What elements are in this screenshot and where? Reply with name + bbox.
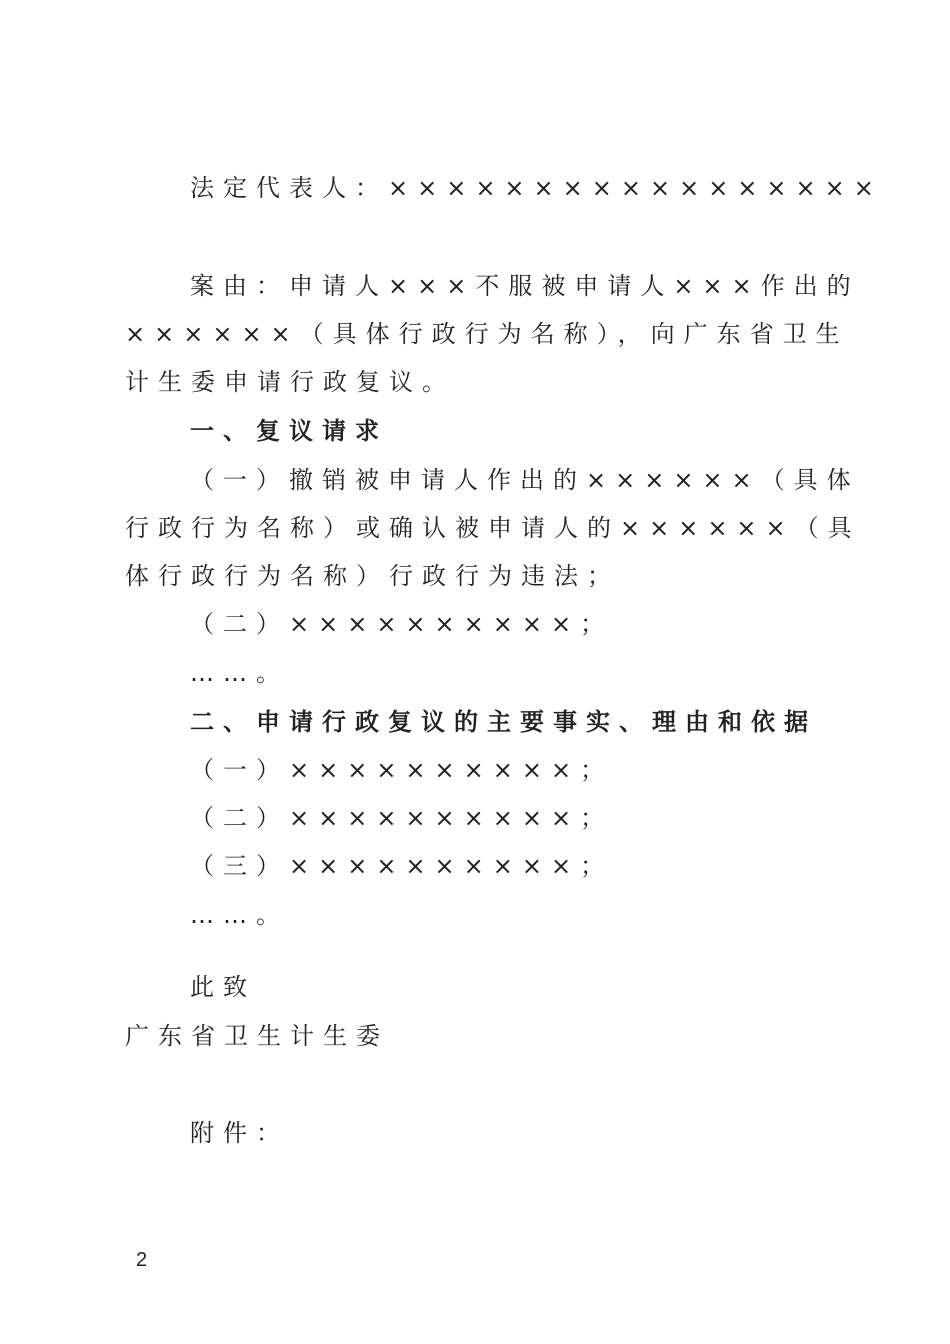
request-1-line-3: 体行政行为名称）行政行为违法； [125, 562, 620, 590]
cause-line-2: ××××××（具体行政行为名称），向广东省卫生 [125, 320, 849, 348]
request-1-line-1: （一）撤销被申请人作出的××××××（具体 [190, 466, 860, 494]
legal-representative-line: 法定代表人：××××××××××××××××× [190, 174, 883, 202]
fact-2: （二）××××××××××； [190, 804, 614, 832]
attachment-label: 附件： [190, 1119, 289, 1147]
cause-line-1: 案由：申请人×××不服被申请人×××作出的 [190, 272, 860, 300]
section-heading-facts: 二、申请行政复议的主要事实、理由和依据 [190, 708, 817, 736]
fact-3: （三）××××××××××； [190, 852, 614, 880]
recipient: 广东省卫生计生委 [125, 1022, 389, 1050]
request-2: （二）××××××××××； [190, 610, 614, 638]
section-heading-requests: 一、复议请求 [190, 417, 388, 445]
cause-line-3: 计生委申请行政复议。 [125, 368, 455, 396]
salutation: 此致 [190, 973, 256, 1001]
fact-1: （一）××××××××××； [190, 756, 614, 784]
request-ellipsis: ……。 [190, 659, 289, 687]
request-1-line-2: 行政行为名称）或确认被申请人的××××××（具 [125, 514, 861, 542]
fact-ellipsis: ……。 [190, 901, 289, 929]
page-number: 2 [136, 1249, 148, 1271]
